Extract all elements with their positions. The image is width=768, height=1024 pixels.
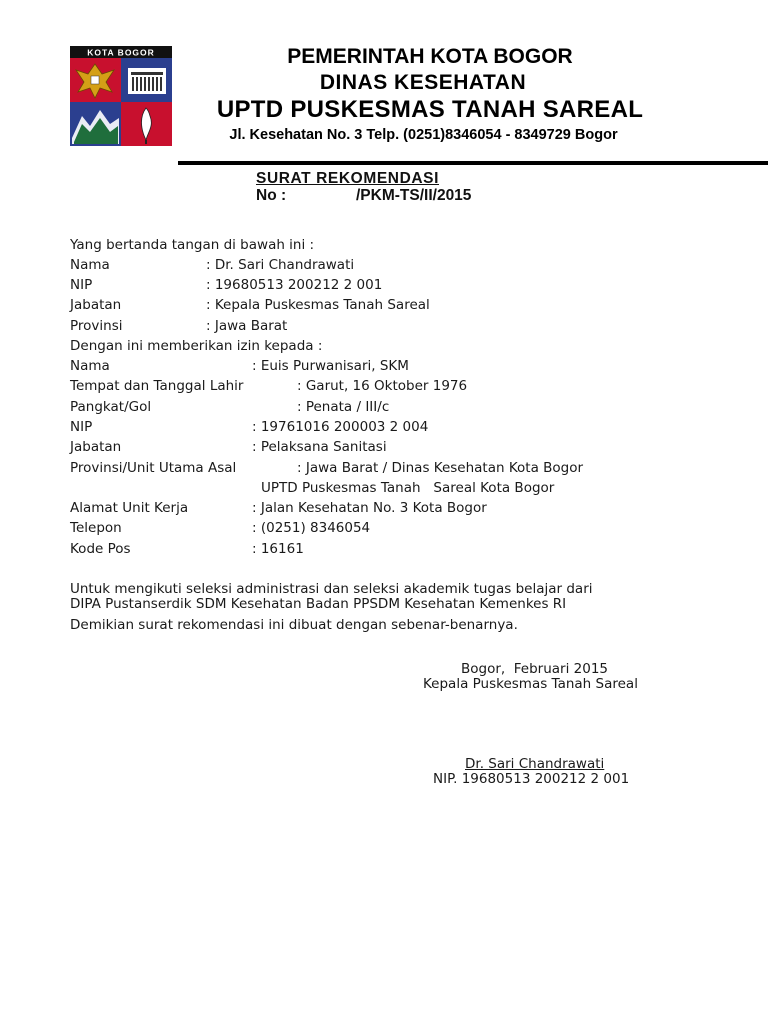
signer-name-value: : Dr. Sari Chandrawati	[206, 257, 355, 273]
letter-number-value	[356, 187, 471, 205]
recipient-birth-value: : Garut, 16 Oktober 1976	[297, 378, 468, 394]
recipient-origin-value: : Jawa Barat / Dinas Kesehatan Kota Bogor	[297, 460, 584, 476]
letterhead-unit: UPTD PUSKESMAS TANAH SAREAL	[216, 96, 644, 123]
signer-position-value: : Kepala Puskesmas Tanah Sareal	[206, 297, 430, 313]
letterhead-address: Jl. Kesehatan No. 3 Telp. (0251)8346054 - 8349729 Bogor	[229, 127, 618, 143]
kota-bogor-logo	[70, 46, 172, 146]
recipient-name-value: : Euis Purwanisari, SKM	[252, 358, 409, 374]
recipient-origin-continued: UPTD Puskesmas Tanah Sareal Kota Bogor	[261, 480, 555, 496]
recipient-position-label: Jabatan	[70, 439, 122, 455]
recipient-postcode-label: Kode Pos	[70, 541, 131, 557]
signer-province-value: : Jawa Barat	[206, 318, 288, 334]
signer-nip-label: NIP	[70, 277, 93, 293]
recipient-birth-label: Tempat dan Tanggal Lahir	[70, 378, 244, 394]
recipient-phone-label: Telepon	[70, 520, 122, 536]
signature-place-date: Bogor, Februari 2015	[461, 661, 609, 677]
signer-position-label: Jabatan	[70, 297, 122, 313]
recipient-address-label: Alamat Unit Kerja	[70, 500, 189, 516]
recipient-address-value: : Jalan Kesehatan No. 3 Kota Bogor	[252, 500, 487, 516]
signer-province-label: Provinsi	[70, 318, 123, 334]
letter-number-code: /PKM-TS/II/2015	[356, 187, 472, 204]
letterhead-divider	[178, 161, 768, 165]
letter-number-label: No :	[256, 187, 287, 204]
recipient-rank-value: : Penata / III/c	[297, 399, 390, 415]
letterhead-government: PEMERINTAH KOTA BOGOR	[287, 45, 573, 68]
signer-name-label: Nama	[70, 257, 110, 273]
purpose-line-1: Untuk mengikuti seleksi administrasi dan seleksi akademik tugas belajar dari	[70, 581, 593, 597]
intro-text: Yang bertanda tangan di bawah ini :	[70, 237, 315, 253]
signature-position: Kepala Puskesmas Tanah Sareal	[423, 676, 638, 692]
signature-name: Dr. Sari Chandrawati	[465, 756, 605, 772]
letter-title: SURAT REKOMENDASI	[256, 170, 440, 187]
recipient-name-label: Nama	[70, 358, 110, 374]
recipient-nip-value: : 19761016 200003 2 004	[252, 419, 429, 435]
signature-nip: NIP. 19680513 200212 2 001	[433, 771, 630, 787]
letterhead-department: DINAS KESEHATAN	[319, 71, 527, 94]
purpose-line-2: DIPA Pustanserdik SDM Kesehatan Badan PPSDM Kesehatan Kemenkes RI	[70, 596, 567, 612]
recipient-origin-label: Provinsi/Unit Utama Asal	[70, 460, 237, 476]
logo-label: KOTA BOGOR	[87, 47, 155, 58]
signer-nip-value: : 19680513 200212 2 001	[206, 277, 383, 293]
grant-intro-text: Dengan ini memberikan izin kepada :	[70, 338, 323, 354]
recipient-phone-value: : (0251) 8346054	[252, 520, 371, 536]
recipient-postcode-value: : 16161	[252, 541, 304, 557]
closing-statement: Demikian surat rekomendasi ini dibuat dengan sebenar-benarnya.	[70, 617, 518, 633]
recipient-rank-label: Pangkat/Gol	[70, 399, 152, 415]
recipient-position-value: : Pelaksana Sanitasi	[252, 439, 387, 455]
recipient-nip-label: NIP	[70, 419, 93, 435]
